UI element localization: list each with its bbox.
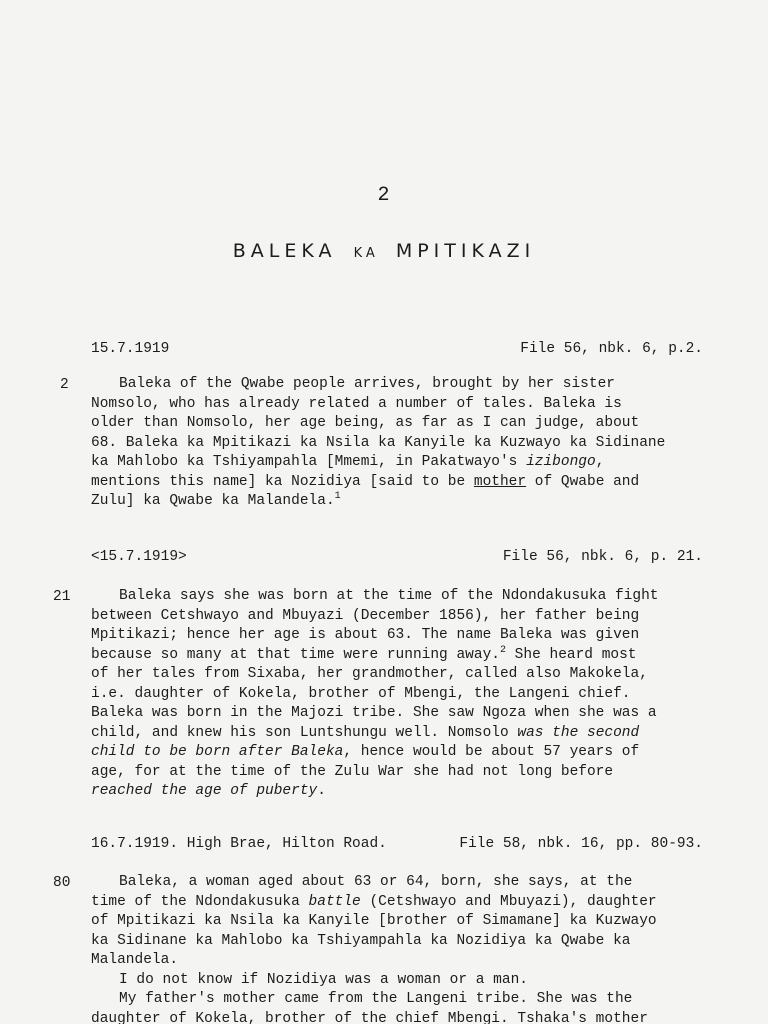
text-line: Zulu] ka Qwabe ka Malandela.$^1$ xyxy=(91,491,341,509)
text-line: 68. Baleka ka Mpitikazi ka Nsila ka Kanyile ka Kuzwayo ka Sidinane xyxy=(91,434,666,451)
text-line: time of the Ndondakusuka battle (Cetshwayo and Mbuyazi), daughter xyxy=(91,893,657,910)
text-line: of Mpitikazi ka Nsila ka Kanyile [brother of Simamane] ka Kuzwayo xyxy=(91,913,657,929)
text-line: My father's mother came from the Langeni tribe. She was the xyxy=(119,991,633,1007)
text-line: Nomsolo, who has already related a number of tales. Baleka is xyxy=(91,395,622,412)
entry-date: 16.7.1919. High Brae, Hilton Road. xyxy=(91,836,387,852)
entry-body-3 xyxy=(91,873,711,1024)
text-line: age, for at the time of the Zulu War she had not long before xyxy=(91,763,614,780)
text-line: mentions this name] ka Nozidiya [said to be mother of Qwabe and xyxy=(91,473,640,490)
entry-date: 15.7.1919 xyxy=(91,341,170,357)
file-reference: File 56, nbk. 6, p.2. xyxy=(520,341,703,357)
text-line: i.e. daughter of Kokela, brother of Mbengi, the Langeni chief. xyxy=(91,685,631,702)
text-line: Baleka, a woman aged about 63 or 64, born, she says, at the xyxy=(119,874,633,890)
text-line: I do not know if Nozidiya was a woman or a man. xyxy=(119,971,528,988)
text-line: Baleka says she was born at the time of the Ndondakusuka fight xyxy=(119,588,659,604)
text-line: of her tales from Sixaba, her grandmother, called also Makokela, xyxy=(91,666,648,682)
text-line: child, and knew his son Luntshungu well. Nomsolo was the second xyxy=(91,724,640,741)
margin-page-number: 21 xyxy=(53,589,71,605)
file-reference: File 56, nbk. 6, p. 21. xyxy=(502,549,703,565)
chapter-title xyxy=(0,240,768,262)
title-ka: KA xyxy=(353,246,379,261)
text-line: daughter of Kokela, brother of the chief Mbengi. Tshaka's mother xyxy=(91,1010,648,1024)
text-line: Baleka of the Qwabe people arrives, brought by her sister xyxy=(119,376,615,392)
text-line: because so many at that time were running away.$^2$ She heard most xyxy=(91,644,637,663)
title-first: BALEKA xyxy=(232,240,337,262)
text-line: reached the age of puberty. xyxy=(91,783,326,799)
footnote-marker: 1 xyxy=(334,491,341,502)
text-line: older than Nomsolo, her age being, as far as I can judge, about xyxy=(91,415,640,431)
title-last: MPITIKAZI xyxy=(395,240,536,262)
text-line: child to be born after Baleka, hence would be about 57 years of xyxy=(91,744,640,760)
text-line: Malandela. xyxy=(91,952,179,968)
margin-page-number: 2 xyxy=(60,377,69,393)
footnote-marker: 2 xyxy=(499,644,506,656)
entry-body-1 xyxy=(91,375,711,512)
text-line: ka Mahlobo ka Tshiyampahla [Mmemi, in Pakatwayo's izibongo, xyxy=(91,454,605,470)
text-line: Mpitikazi; hence her age is about 63. The name Baleka was given xyxy=(91,627,640,643)
entry-body-2 xyxy=(91,587,711,802)
text-line: ka Sidinane ka Mahlobo ka Tshiyampahla ka Nozidiya ka Qwabe ka xyxy=(91,932,631,949)
text-line: between Cetshwayo and Mbuyazi (December 1856), her father being xyxy=(91,607,640,624)
text-line: Baleka was born in the Majozi tribe. She saw Ngoza when she was a xyxy=(91,705,657,721)
entry-date: <15.7.1919> xyxy=(91,549,187,565)
chapter-number: 2 xyxy=(377,184,391,207)
file-reference: File 58, nbk. 16, pp. 80-93. xyxy=(459,836,703,852)
margin-page-number: 80 xyxy=(53,875,71,891)
